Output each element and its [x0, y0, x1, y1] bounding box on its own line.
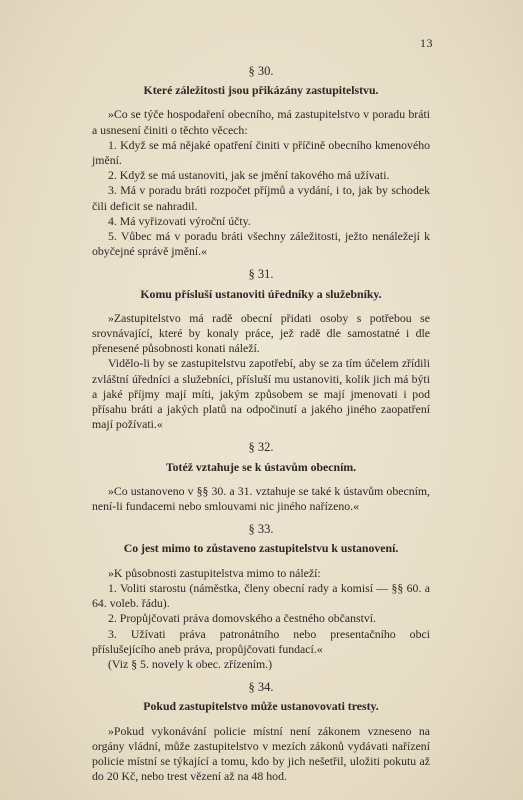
section-33-item: 2. Propůjčovati práva domovského a čestného občanství. [108, 611, 376, 626]
page-number: 13 [420, 36, 433, 50]
section-heading-32: Totéž vztahuje se k ústavům obecním. [165, 459, 357, 474]
page-content [92, 64, 430, 784]
section-30-item: 3. Má v poradu bráti rozpočet příjmů a vydání, i to, jak by schodek čili deficit se nahradil. [92, 183, 430, 213]
section-31-paragraph: »Zastupitelstvo má radě obecní přidati osoby s potřebou se srovnávající, které by konaly práce, jež radě dle samostatné i dle přenesené působnosti konati náleží. [92, 310, 430, 356]
spacer [92, 672, 430, 680]
section-30-intro: »Co se týče hospodaření obecního, má zastupitelstvo v poradu bráti a usnesení činiti o těchto věcech: [92, 107, 430, 137]
section-30-item: 5. Vůbec má v poradu bráti všechny záležitosti, ježto nenáležejí k obyčejné správě jmění.« [92, 229, 430, 259]
spacer [92, 514, 430, 522]
spacer [92, 259, 430, 267]
section-number-30: § 30. [248, 64, 274, 78]
section-30-item: 1. Když se má nějaké opatření činiti v příčině obecního kmenového jmění. [92, 137, 430, 168]
section-31-paragraph: Vidělo-li by se zastupitelstvu zapotřebí, aby se za tím účelem zřídili zvláštní úředníci a služebníci, přísluší mu ustanoviti, kolik jich má býti a jaké příjmy mají míti, jakým způsobem se mají jmenovati i pod přísahu bráti a jakých platů na odpočinutí a jakého jiného zaopatření mají požívati.« [92, 356, 430, 432]
section-30-item: 4. Má vyřizovati výroční účty. [108, 213, 251, 228]
section-34-paragraph: »Pokud vykonávání policie místní není zákonem vzneseno na orgány vládní, může zastupitelstvo v mezích zákonů vydávati nařízení policie místní se týkající a tomu, kdo by jich nešetřil, uložiti pokutu až do 20 Kč, nebo trest vězení až na 48 hod. [92, 723, 430, 784]
section-number-32: § 32. [248, 440, 274, 455]
section-heading-34: Pokud zastupitelstvo může ustanovovati tresty. [143, 699, 379, 714]
section-33-item: (Viz § 5. novely k obec. zřízením.) [108, 656, 273, 671]
section-33-intro: »K působnosti zastupitelstva mimo to náleží: [108, 565, 321, 580]
section-32-paragraph: »Co ustanoveno v §§ 30. a 31. vztahuje se také k ústavům obecním, není-li fundacemi nebo smlouvami nic jiného nařízeno.« [92, 483, 430, 514]
section-heading-31: Komu přísluší ustanoviti úředníky a služebníky. [140, 286, 382, 301]
section-33-item: 1. Voliti starostu (náměstka, členy obecní rady a komisí — §§ 60. a 64. voleb. řádu). [92, 580, 430, 611]
section-number-31: § 31. [248, 267, 274, 282]
spacer [92, 432, 430, 440]
section-number-34: § 34. [248, 680, 274, 695]
section-33-item: 3. Užívati práva patronátního nebo presentačního obci příslušejícího aneb práva, propůjčovati fundací.« [92, 626, 430, 656]
section-heading-30: Které záležitosti jsou přikázány zastupitelstvu. [143, 83, 379, 98]
section-number-33: § 33. [248, 522, 274, 537]
section-30-item: 2. Když se má ustanoviti, jak se jmění takového má užívati. [108, 168, 390, 183]
section-heading-33: Co jest mimo to zůstaveno zastupitelstvu k ustanovení. [123, 541, 399, 556]
